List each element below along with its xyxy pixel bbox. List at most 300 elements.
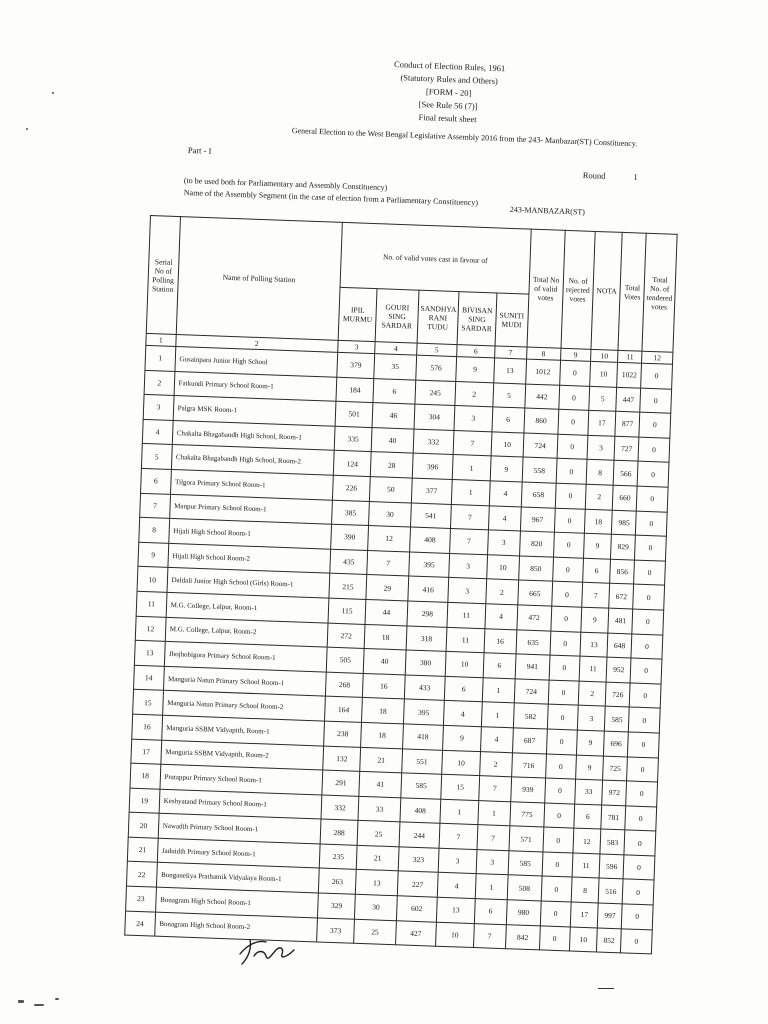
vote-count-cell: 0 [540, 901, 571, 927]
station-name-cell: Jaduidih Primary School Room-1 [157, 838, 320, 868]
vote-count-cell: 433 [404, 675, 445, 701]
vote-count-cell: 967 [520, 507, 555, 533]
vote-count-cell: 6 [474, 899, 507, 925]
vote-count-cell: 13 [580, 632, 609, 658]
vote-count-cell: 272 [327, 623, 365, 649]
vote-count-cell: 33 [574, 779, 603, 805]
vote-count-cell: 373 [316, 918, 354, 944]
vote-count-cell: 726 [606, 682, 631, 707]
vote-count-cell: 829 [611, 534, 636, 559]
vote-count-cell: 585 [605, 706, 630, 731]
vote-count-cell: 0 [548, 680, 579, 706]
vote-count-cell: 9 [583, 533, 612, 559]
vote-count-cell: 332 [321, 795, 359, 821]
serial-cell: 17 [131, 739, 161, 765]
vote-count-cell: 687 [512, 728, 547, 754]
vote-count-cell: 727 [614, 436, 639, 461]
vote-count-cell: 980 [506, 900, 541, 926]
vote-count-cell: 0 [546, 729, 577, 755]
vote-count-cell: 0 [639, 412, 671, 438]
vote-count-cell: 1 [451, 479, 490, 505]
serial-cell: 14 [134, 665, 164, 691]
station-name-cell: Palgra MSK Room-1 [173, 396, 336, 426]
vote-count-cell: 660 [613, 485, 638, 510]
vote-count-cell: 0 [627, 756, 659, 782]
vote-count-cell: 0 [547, 704, 578, 730]
vote-count-cell: 585 [400, 773, 441, 799]
serial-cell: 12 [135, 616, 165, 642]
vote-count-cell: 775 [509, 801, 544, 827]
vote-count-cell: 952 [606, 657, 631, 682]
vote-count-cell: 46 [372, 403, 414, 429]
column-number: 9 [560, 348, 590, 361]
vote-count-cell: 0 [551, 606, 582, 632]
vote-count-cell: 1 [481, 702, 514, 728]
header-rejected: No. of rejected votes [561, 230, 595, 349]
vote-count-cell: 28 [371, 452, 413, 478]
column-number: 11 [618, 350, 642, 363]
vote-count-cell: 0 [545, 754, 576, 780]
vote-count-cell: 0 [635, 511, 667, 537]
vote-count-cell: 395 [403, 699, 444, 725]
handwritten-signature [236, 932, 306, 968]
column-number: 10 [590, 349, 618, 362]
vote-count-cell: 648 [607, 633, 632, 658]
vote-count-cell: 3 [587, 435, 616, 461]
vote-count-cell: 18 [584, 509, 613, 535]
station-name-cell: Fatkundi Primary School Room-1 [174, 371, 337, 401]
vote-count-cell: 124 [333, 451, 371, 477]
vote-count-cell: 0 [554, 508, 585, 534]
vote-count-cell: 7 [477, 825, 510, 851]
vote-count-cell: 10 [487, 555, 520, 581]
vote-count-cell: 4 [485, 604, 518, 630]
constituency-name: 243-MANBAZAR(ST) [509, 205, 586, 217]
vote-count-cell: 395 [408, 552, 449, 578]
vote-count-cell: 635 [516, 629, 551, 655]
scan-speck [52, 92, 54, 94]
vote-count-cell: 245 [415, 380, 456, 406]
header-serial: Serial No of Polling Station [146, 216, 180, 335]
vote-count-cell: 379 [337, 352, 375, 378]
vote-count-cell: 2 [479, 751, 512, 777]
vote-count-cell: 380 [405, 650, 446, 676]
vote-count-cell: 10 [436, 922, 475, 948]
station-name-cell: Keshyatand Primary School Room-1 [159, 789, 322, 819]
vote-count-cell: 11 [446, 627, 485, 653]
vote-count-cell: 390 [331, 524, 369, 550]
vote-count-cell: 9 [576, 730, 605, 756]
vote-count-cell: 0 [634, 560, 666, 586]
vote-count-cell: 385 [331, 500, 369, 526]
column-number: 4 [375, 342, 417, 355]
header-total-votes: Total Votes [618, 232, 646, 351]
vote-count-cell: 9 [443, 725, 482, 751]
vote-count-cell: 0 [641, 363, 673, 389]
vote-count-cell: 4 [480, 727, 513, 753]
serial-cell: 10 [137, 567, 167, 593]
vote-count-cell: 33 [358, 796, 400, 822]
vote-count-cell: 4 [444, 701, 483, 727]
vote-count-cell: 447 [616, 387, 641, 412]
vote-count-cell: 5 [493, 382, 526, 408]
vote-count-cell: 0 [555, 483, 586, 509]
header-candidate: GOURI SING SARDAR [376, 289, 419, 343]
vote-count-cell: 9 [456, 357, 495, 383]
vote-count-cell: 724 [514, 679, 549, 705]
vote-count-cell: 3 [454, 406, 493, 432]
vote-count-cell: 25 [354, 919, 396, 945]
vote-count-cell: 2 [578, 681, 607, 707]
vote-count-cell: 877 [615, 411, 640, 436]
serial-cell: 4 [142, 419, 172, 445]
station-name-cell: Daldali Junior High School (Girls) Room-1 [167, 568, 330, 598]
vote-count-cell: 5 [588, 386, 617, 412]
vote-count-cell: 781 [601, 805, 626, 830]
vote-count-cell: 4 [437, 873, 476, 899]
vote-count-cell: 1 [475, 874, 508, 900]
vote-count-cell: 0 [542, 852, 573, 878]
header-nota: NOTA [591, 231, 623, 350]
serial-cell: 21 [127, 837, 157, 863]
vote-count-cell: 10 [445, 651, 484, 677]
round-label: Round [582, 170, 606, 181]
vote-count-cell: 396 [412, 453, 453, 479]
vote-count-cell: 8 [586, 460, 615, 486]
vote-count-cell: 184 [336, 377, 374, 403]
header-station: Name of Polling Station [176, 217, 342, 341]
vote-count-cell: 566 [614, 461, 639, 486]
vote-count-cell: 29 [366, 575, 408, 601]
vote-count-cell: 268 [325, 672, 363, 698]
vote-count-cell: 164 [324, 696, 362, 722]
vote-count-cell: 820 [519, 531, 554, 557]
vote-count-cell: 298 [407, 601, 448, 627]
vote-count-cell: 9 [490, 456, 523, 482]
scan-speck [55, 998, 59, 1000]
vote-count-cell: 541 [410, 503, 451, 529]
result-table-body [125, 333, 673, 954]
vote-count-cell: 418 [402, 724, 443, 750]
vote-count-cell: 18 [362, 698, 404, 724]
vote-count-cell: 860 [523, 408, 558, 434]
vote-count-cell: 0 [560, 360, 591, 386]
station-name-cell: Tilgora Primary School Room-1 [170, 469, 333, 499]
vote-count-cell: 12 [573, 828, 602, 854]
vote-count-cell: 304 [414, 404, 455, 430]
vote-count-cell: 15 [441, 774, 480, 800]
vote-count-cell: 571 [509, 826, 544, 852]
column-number: 7 [494, 346, 526, 359]
vote-count-cell: 585 [508, 851, 543, 877]
vote-count-cell: 0 [623, 855, 655, 881]
station-name-cell: Bonagram High School Room-1 [155, 887, 318, 917]
vote-count-cell: 576 [415, 355, 456, 381]
vote-count-cell: 3 [487, 530, 520, 556]
vote-count-cell: 416 [408, 576, 449, 602]
vote-count-cell: 0 [625, 806, 657, 832]
scan-speck [26, 128, 28, 130]
serial-cell: 24 [125, 911, 155, 937]
vote-count-cell: 2 [486, 579, 519, 605]
vote-count-cell: 3 [577, 705, 606, 731]
vote-count-cell: 602 [396, 896, 437, 922]
vote-count-cell: 7 [581, 583, 610, 609]
vote-count-cell: 2 [585, 484, 614, 510]
serial-cell: 5 [141, 444, 171, 470]
vote-count-cell: 1022 [617, 362, 642, 387]
vote-count-cell: 672 [609, 584, 634, 609]
vote-count-cell: 9 [581, 607, 610, 633]
vote-count-cell: 30 [355, 894, 397, 920]
vote-count-cell: 0 [624, 830, 656, 856]
vote-count-cell: 558 [522, 457, 557, 483]
vote-count-cell: 985 [612, 510, 637, 535]
vote-count-cell: 12 [368, 526, 410, 552]
column-number: 6 [457, 345, 495, 358]
vote-count-cell: 939 [510, 777, 545, 803]
vote-count-cell: 13 [356, 870, 398, 896]
serial-cell: 13 [134, 640, 164, 666]
vote-count-cell: 725 [603, 756, 628, 781]
header-line: (Statutory Rules and Others) [400, 72, 499, 86]
vote-count-cell: 0 [637, 461, 669, 487]
station-name-cell: Manguria SSBM Vidyapith, Room-1 [161, 715, 324, 745]
vote-count-cell: 0 [628, 707, 660, 733]
vote-count-cell: 35 [374, 354, 416, 380]
election-subtitle: General Election to the West Bengal Legislative Assembly 2016 from the 243- Manbazar(ST) Constituency. [291, 126, 638, 149]
vote-count-cell: 227 [397, 871, 438, 897]
column-number: 12 [642, 351, 673, 364]
serial-cell: 2 [144, 370, 174, 396]
vote-count-cell: 17 [570, 902, 599, 928]
vote-count-cell: 856 [610, 559, 635, 584]
vote-count-cell: 6 [492, 407, 525, 433]
station-name-cell: Bonagram High School Room-2 [154, 912, 317, 942]
vote-count-cell: 329 [317, 893, 355, 919]
vote-count-cell: 0 [638, 437, 670, 463]
vote-count-cell: 0 [640, 388, 672, 414]
vote-count-cell: 323 [398, 847, 439, 873]
vote-count-cell: 7 [439, 824, 478, 850]
vote-count-cell: 16 [363, 673, 405, 699]
serial-cell: 9 [138, 542, 168, 568]
serial-cell: 6 [141, 468, 171, 494]
station-name-cell: Chakalta Bhagabandh High School, Room-2 [171, 445, 334, 475]
vote-count-cell: 3 [449, 553, 488, 579]
station-name-cell: Jhojhobigora Primary School Room-1 [164, 641, 327, 671]
vote-count-cell: 0 [556, 459, 587, 485]
vote-count-cell: 7 [450, 529, 489, 555]
station-name-cell: Nawadih Primary School Room-1 [158, 813, 321, 843]
vote-count-cell: 582 [513, 703, 548, 729]
vote-count-cell: 442 [524, 384, 559, 410]
serial-cell: 19 [129, 788, 159, 814]
vote-count-cell: 1 [440, 799, 479, 825]
column-number: 2 [175, 335, 338, 353]
vote-count-cell: 10 [569, 927, 598, 953]
vote-count-cell: 13 [437, 897, 476, 923]
vote-count-cell: 11 [572, 853, 601, 879]
vote-count-cell: 0 [636, 486, 668, 512]
vote-count-cell: 11 [579, 656, 608, 682]
station-name-cell: Chakalta Bhagabandh High School, Room-1 [172, 420, 335, 450]
header-candidate: IPIL MURMU [338, 287, 377, 341]
vote-count-cell: 0 [629, 683, 661, 709]
vote-count-cell: 1 [478, 800, 511, 826]
vote-count-cell: 0 [543, 827, 574, 853]
vote-count-cell: 427 [395, 920, 436, 946]
vote-count-cell: 716 [511, 752, 546, 778]
form-header [288, 54, 610, 131]
vote-count-cell: 583 [600, 829, 625, 854]
vote-count-cell: 0 [545, 778, 576, 804]
serial-cell: 1 [145, 345, 175, 371]
scan-speck [34, 1004, 44, 1006]
vote-count-cell: 10 [589, 361, 618, 387]
vote-count-cell: 0 [635, 535, 667, 561]
station-name-cell: Hijali High School Room-1 [168, 519, 331, 549]
vote-count-cell: 516 [599, 878, 624, 903]
vote-count-cell: 238 [323, 721, 361, 747]
vote-count-cell: 0 [552, 581, 583, 607]
vote-count-cell: 335 [334, 426, 372, 452]
vote-count-cell: 115 [328, 598, 366, 624]
vote-count-cell: 408 [409, 527, 450, 553]
vote-count-cell: 40 [364, 649, 406, 675]
vote-count-cell: 10 [491, 432, 524, 458]
vote-count-cell: 7 [453, 430, 492, 456]
vote-count-cell: 7 [479, 776, 512, 802]
header-line: [See Rule 56 (7)] [418, 98, 478, 112]
vote-count-cell: 0 [633, 584, 665, 610]
serial-cell: 22 [126, 862, 156, 888]
vote-count-cell: 0 [631, 634, 663, 660]
vote-count-cell: 0 [553, 532, 584, 558]
header-total-valid: Total No of valid votes [527, 229, 566, 348]
station-name-cell: Manguria Natun Primary School Room-2 [162, 691, 325, 721]
vote-count-cell: 291 [322, 770, 360, 796]
vote-count-cell: 6 [483, 653, 516, 679]
vote-count-cell: 8 [571, 877, 600, 903]
station-name-cell: Pratappur Primary School Room-1 [160, 764, 323, 794]
column-number: 3 [338, 340, 376, 353]
station-name-cell: M.G. College, Lalpur, Room-2 [165, 617, 328, 647]
header-candidate: SANDHYA RANI TUDU [417, 290, 459, 344]
vote-count-cell: 0 [628, 732, 660, 758]
vote-count-cell: 501 [335, 401, 373, 427]
vote-count-cell: 435 [330, 549, 368, 575]
vote-count-cell: 472 [516, 605, 551, 631]
serial-cell: 20 [128, 812, 158, 838]
serial-cell: 18 [130, 763, 160, 789]
segment-note: Name of the Assembly Segment (in the case of election from a Parliamentary Constituency) [183, 188, 479, 208]
vote-count-cell: 508 [507, 875, 542, 901]
column-number: 1 [146, 333, 176, 346]
vote-count-cell: 505 [326, 647, 364, 673]
part-label: Part - I [187, 145, 212, 156]
vote-count-cell: 665 [517, 580, 552, 606]
vote-count-cell: 18 [361, 722, 403, 748]
header-line: Final result sheet [418, 111, 477, 125]
vote-count-cell: 1012 [525, 359, 560, 385]
header-tendered: Total No. of tendered votes [642, 233, 677, 352]
vote-count-cell: 1 [482, 677, 515, 703]
vote-count-cell: 3 [448, 578, 487, 604]
serial-cell: 11 [136, 591, 166, 617]
vote-count-cell: 0 [549, 655, 580, 681]
round-indicator [583, 170, 638, 182]
serial-cell: 23 [126, 886, 156, 912]
vote-count-cell: 235 [319, 844, 357, 870]
station-name-cell: Manpur Primary School Room-1 [169, 494, 332, 524]
vote-count-cell: 4 [489, 481, 522, 507]
vote-count-cell: 244 [399, 822, 440, 848]
vote-count-cell: 6 [373, 378, 415, 404]
vote-count-cell: 0 [558, 409, 589, 435]
vote-count-cell: 4 [488, 505, 521, 531]
vote-count-cell: 318 [406, 625, 447, 651]
header-candidate: SUNITI MUDI [495, 293, 529, 347]
vote-count-cell: 41 [359, 771, 401, 797]
vote-count-cell: 9 [575, 755, 604, 781]
vote-count-cell: 25 [357, 821, 399, 847]
vote-count-cell: 132 [323, 746, 361, 772]
vote-count-cell: 0 [621, 904, 653, 930]
vote-count-cell: 6 [582, 558, 611, 584]
serial-cell: 3 [143, 395, 173, 421]
vote-count-cell: 215 [329, 573, 367, 599]
page-mark [598, 988, 614, 989]
vote-count-cell: 21 [360, 747, 402, 773]
vote-count-cell: 0 [541, 876, 572, 902]
vote-count-cell: 941 [515, 654, 550, 680]
vote-count-cell: 7 [451, 504, 490, 530]
vote-count-cell: 972 [602, 780, 627, 805]
vote-count-cell: 11 [447, 602, 486, 628]
vote-count-cell: 226 [332, 475, 370, 501]
header-valid-votes-group: No. of valid votes cast in favour of [340, 222, 531, 294]
vote-count-cell: 596 [599, 854, 624, 879]
vote-count-cell: 288 [320, 819, 358, 845]
vote-count-cell: 408 [400, 798, 441, 824]
station-name-cell: Gosainpara Junior High School [175, 346, 338, 376]
column-number: 5 [416, 343, 457, 356]
vote-count-cell: 377 [411, 478, 452, 504]
vote-count-cell: 7 [367, 550, 409, 576]
vote-count-cell: 7 [473, 923, 506, 949]
round-value: 1 [633, 171, 638, 182]
vote-count-cell: 3 [476, 849, 509, 875]
vote-count-cell: 0 [622, 879, 654, 905]
vote-count-cell: 21 [357, 845, 399, 871]
vote-count-cell: 0 [550, 631, 581, 657]
vote-count-cell: 0 [630, 658, 662, 684]
vote-count-cell: 997 [598, 903, 623, 928]
usage-note: (to be used both for Parliamentary and Assembly Constituency) [183, 176, 388, 193]
column-number: 8 [526, 347, 561, 360]
vote-count-cell: 724 [523, 433, 558, 459]
vote-count-cell: 0 [557, 434, 588, 460]
station-name-cell: M.G. College, Lalpur, Room-1 [166, 592, 329, 622]
result-table [124, 215, 677, 955]
vote-count-cell: 1 [452, 455, 491, 481]
vote-count-cell: 551 [401, 748, 442, 774]
vote-count-cell: 40 [372, 427, 414, 453]
header-line: Conduct of Election Rules, 1961 [393, 59, 506, 74]
vote-count-cell: 0 [552, 557, 583, 583]
vote-count-cell: 263 [318, 868, 356, 894]
